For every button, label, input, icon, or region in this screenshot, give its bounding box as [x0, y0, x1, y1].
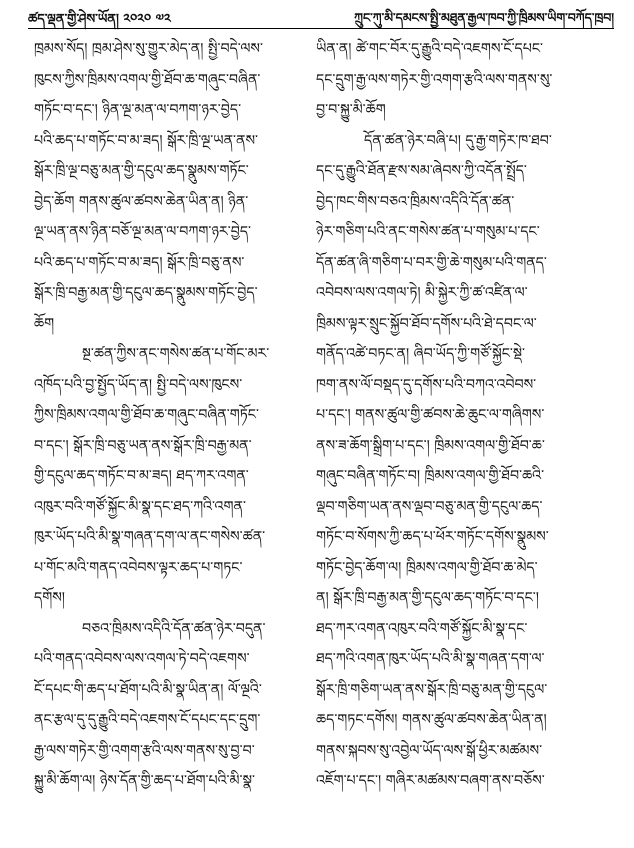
- paragraph-start-line: སྔ་ཚན་ཀྱིས་ནང་གསེས་ཚན་པ་གོང་མར་: [82, 346, 270, 362]
- text-line: ལྔ་ཡན་ནས་ཉིན་བཅོ་ལྔ་མན་ལ་བཀག་ཉར་བྱེད་: [34, 224, 252, 240]
- text-line: བྱེད་ཆོག གནས་ཚུལ་ཚབས་ཆེན་ཡིན་ན། ཉིན་: [34, 193, 249, 210]
- left-text-column: [34, 34, 319, 797]
- text-line: ཁྲིམས་ལྟར་སྲུང་སྐྱོབ་ཐོབ་དགོས་པའི་ཐེ་དབང་ལ་: [316, 315, 537, 332]
- header-rule: [28, 28, 614, 29]
- text-line: ནས་ཟ་ཆོག་སྒྲིག་པ་དང་། ཁྲིམས་འགལ་གྱི་ཐོབ་ཆ་: [316, 437, 545, 454]
- text-line: གནོད་འཚེ་བཏང་ན། ཞིབ་ཡོད་ཀྱི་གཙོ་སྐྱོང་སྡེ་: [316, 346, 525, 362]
- text-line: ཁུངས་ཀྱིས་ཁྲིམས་འགལ་གྱི་ཐོབ་ཆ་གཞུང་བཞིན་: [34, 71, 261, 88]
- text-line: གཞུང་བཞིན་གཏོང་བ། ཁྲིམས་འགལ་གྱི་ཐོབ་ཆའི་: [316, 468, 545, 484]
- text-line: ཐད་ཀའི་འགན་ཁུར་ཡོད་པའི་མི་སྣ་གཞན་དག་ལ་: [316, 651, 545, 667]
- text-line: ནང་རྩལ་དུ་དུ་རྒྱུའི་བདེ་འཇགས་ངོ་དཔང་དང་དྲུག་: [34, 712, 261, 728]
- text-line: དང་དུ་རྒྱུའི་ཐོན་རྫས་སམ་ཞེབས་ཀྱི་འདོན་སྤྲོད་: [316, 163, 527, 179]
- text-line: པ་གོང་མའི་གནད་འབེབས་ལྟར་ཆད་པ་གཏང་: [34, 559, 243, 576]
- text-line: པ་དང་། གནས་ཚུལ་གྱི་ཚབས་ཆེ་ཆུང་ལ་གཞིགས་: [316, 407, 545, 423]
- text-line: འབེབས་ལས་འགལ་ཏེ། མི་སྐྱེར་ཀྱི་ཚ་འཛིན་ལ་: [316, 285, 528, 301]
- text-line: བྱ་བ་སྐྱུ་མི་ཆོག: [316, 102, 386, 118]
- text-line: ལྡབ་གཅིག་ཡན་ནས་ལྡབ་བཅུ་མན་གྱི་དངུལ་ཆད་: [316, 498, 543, 515]
- text-line: གནས་སྐབས་སུ་འབྱེལ་ཡོད་ལས་སྒོ་ཕྱིར་མཚམས་: [316, 742, 543, 759]
- text-line: ན། སྒོར་ཁྲི་བརྒྱ་མན་གྱི་དངུལ་ཆད་གཏོང་བ་དང་།: [316, 590, 539, 606]
- text-line: སྒོར་ཁྲི་ལྔ་བཅུ་མན་གྱི་དངུལ་ཆད་སྣུམས་གཏོང་: [34, 163, 249, 179]
- text-line: ཁྲམས་སོད། ཁྲམ་ཤེས་སུ་གྱུར་མེད་ན། སྤྱི་བདེ་ལས་: [34, 41, 263, 57]
- text-line: ཁུར་ཡོད་པའི་མི་སྣ་གཞན་དག་ལ་ནང་གསེས་ཚན་: [34, 529, 266, 545]
- right-text-column: [316, 34, 606, 797]
- text-line: སྐྱུ་མི་ཆོག་ལ། ཉེས་དོན་གྱི་ཆད་པ་ཐོག་པའི་མི་སྣ་: [34, 773, 255, 789]
- text-line: བྱེད་ཁང་གིས་བཅའ་ཁྲིམས་འདིའི་དོན་ཚན་: [316, 193, 515, 210]
- text-line: ཡིན་ན། ཚེ་གང་བོར་དུ་རྒྱུའི་བདེ་འཇགས་ངོ་དཔང་: [316, 41, 544, 57]
- text-line: པའི་ཆད་པ་གཏོང་བ་མ་ཟད། སྒོར་ཁྲི་ལྔ་ཡན་ནས་: [34, 132, 259, 149]
- text-line: བ་དང་། སྒོར་ཁྲི་བཅུ་ཡན་ནས་སྒོར་ཁྲི་བརྒྱ་མན་: [34, 437, 252, 454]
- article-heading-line: དོན་ཚན་ཉེར་བཞི་པ། དུ་རྒྱ་གཏེར་ཁ་ཐབ་: [364, 132, 552, 149]
- text-line: གཏོང་བྱེད་ཆོག་ལ། ཁྲིམས་འགལ་གྱི་ཐོབ་ཆ་མེད་: [316, 559, 538, 576]
- text-line: གྱི་དངུལ་ཆད་གཏོང་བ་མ་ཟད། ཐད་ཀར་འགན་: [34, 468, 249, 484]
- text-line: སྒོར་ཁྲི་གཅིག་ཡན་ནས་སྒོར་ཁྲི་བཅུ་མན་གྱི་དངུལ་: [316, 681, 548, 698]
- text-line: སྒོར་ཁྲི་བརྒྱ་མན་གྱི་དངུལ་ཆད་སྣུམས་གཏོང་བྱེད་: [34, 285, 258, 301]
- text-line: འཇོག་པ་དང་། གཞིར་མཚམས་བཞག་ནས་བཅོས་: [316, 773, 545, 789]
- text-line: ངོ་དཔང་གི་ཆད་པ་ཐོག་པའི་མི་སྣ་ཡིན་ན། ལོ་ལྔའི་: [34, 681, 262, 698]
- header-left-title: ཚད་ལྡན་གྱི་ཤེས་ཡོན། ༢༠༢༠ ༧༢: [28, 12, 171, 27]
- text-line: འཁོད་པའི་བྱ་སྤྱོད་ཡོད་ན། སྤྱི་བདེ་ལས་ཁུངས་: [34, 376, 243, 393]
- text-line: རྒྱ་ལས་གཏེར་གྱི་འགག་རྩའི་ལས་གནས་སུ་བྱ་བ་: [34, 742, 255, 759]
- text-line: པའི་ཆད་པ་གཏོང་བ་མ་ཟད། སྒོར་ཁྲི་བཅུ་ནས་: [34, 254, 245, 271]
- text-line: ཆད་གཏང་དགོས། གནས་ཚུལ་ཚབས་ཆེན་ཡིན་ན།: [316, 712, 547, 728]
- text-line: ཁག་ནས་ལོ་བསྡད་དུ་དགོས་པའི་བཀའ་འབེབས་: [316, 376, 537, 393]
- text-line: དོན་ཚན་ཞི་གཅིག་པ་བར་གྱི་ཆེ་གསུམ་པའི་གནད་: [316, 254, 547, 271]
- text-line: པའི་གནད་འབེབས་ལས་འགལ་ཏེ་བདེ་འཇགས་: [34, 651, 250, 667]
- text-line: ཀྱིས་ཁྲིམས་འགལ་གྱི་ཐོབ་ཆ་གཞུང་བཞིན་གཏོང་: [34, 407, 259, 423]
- text-line: ཆོག: [34, 315, 55, 332]
- text-line: དང་དྲུག་རྒྱ་ལས་གཏེར་གྱི་འགག་རྩའི་ལས་གནས་སུ་: [316, 71, 553, 88]
- header-right-title: ཀྲུང་ཀུ་མི་དམངས་སྤྱི་མཐུན་རྒྱལ་ཁབ་ཀྱི་ཁྲིམས་ཡིག་བཀོད་ཁྲབ།: [354, 10, 614, 25]
- text-line: གཏོང་བ་སོགས་ཀྱི་ཆད་པ་ཕོར་གཏོང་དགོས་སྣུམས་: [316, 529, 549, 545]
- text-line: གཏོང་བ་དང་། ཉིན་ལྔ་མན་ལ་བཀག་ཉར་བྱེད་: [34, 102, 242, 118]
- text-line: ཉེར་གཅིག་པའི་ནང་གསེས་ཚན་པ་གསུམ་པ་དང་: [316, 224, 540, 240]
- text-line: འཁུར་བའི་གཙོ་སྐྱོང་མི་སྣ་དང་ཐད་ཀའི་འགན་: [34, 498, 246, 515]
- text-line: དགོས།: [34, 590, 65, 606]
- paragraph-start-line: བཅའ་ཁྲིམས་འདིའི་དོན་ཚན་ཉེར་བདུན་: [82, 620, 266, 637]
- page-header: [28, 4, 614, 28]
- text-line: ཐད་ཀར་འགན་འཁུར་བའི་གཙོ་སྐྱོང་མི་སྣ་དང་: [316, 620, 528, 637]
